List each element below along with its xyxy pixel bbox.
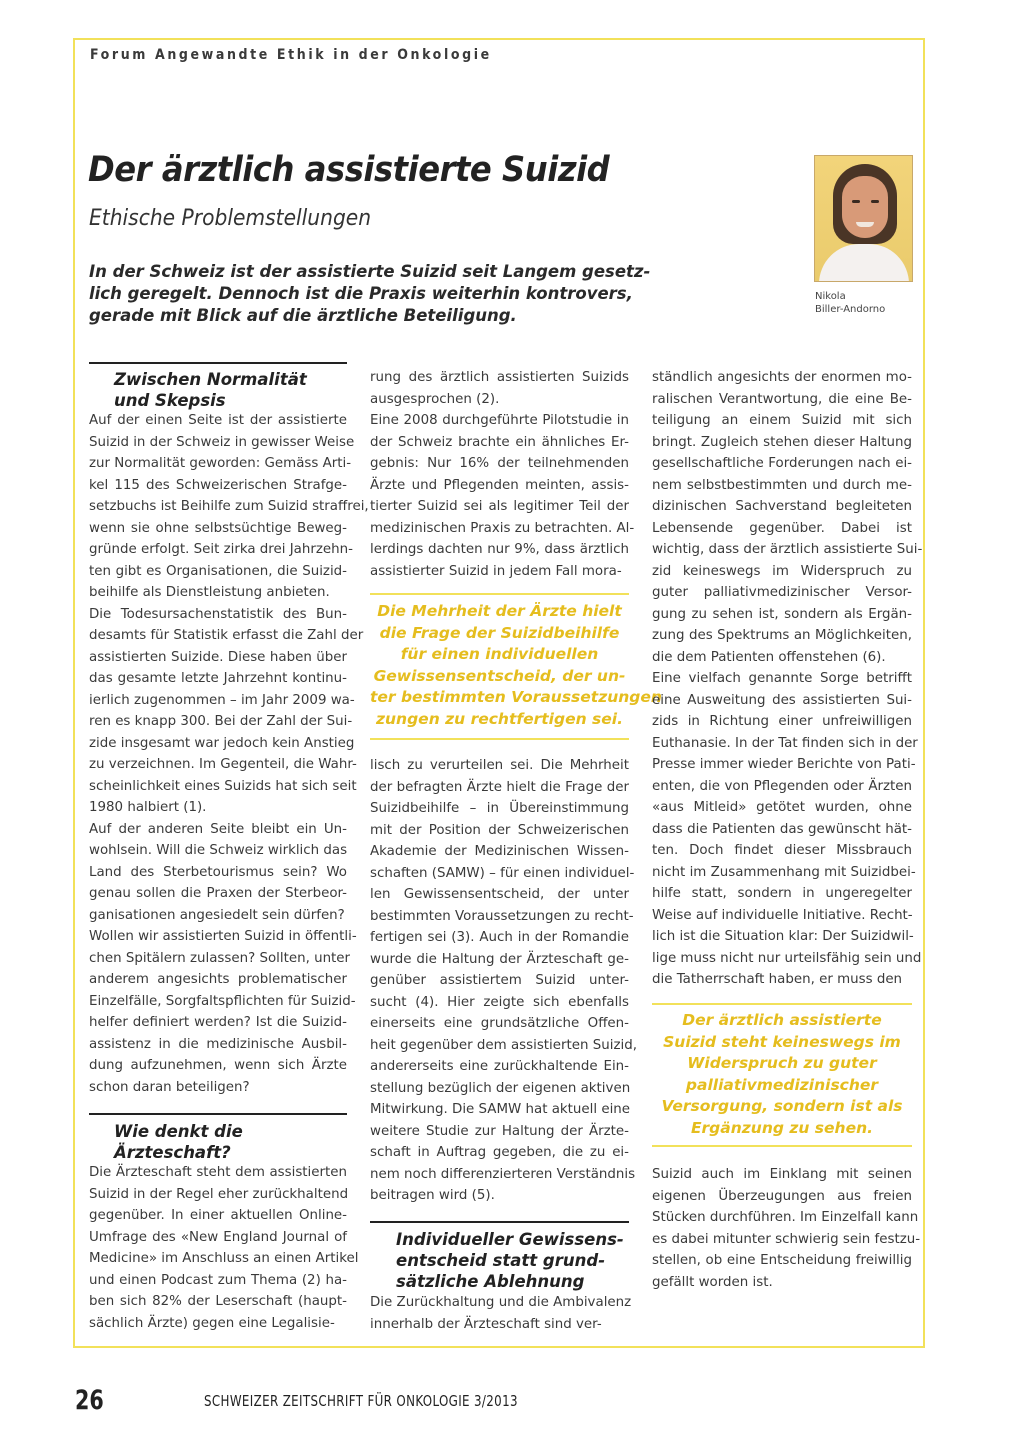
quote-rule-bottom [370,738,629,740]
text-line: eigenen Überzeugungen aus freien [652,1188,912,1204]
text-line: lige muss nicht nur urteilsfähig sein und [652,950,922,966]
text-line: enten, die von Pflegenden oder Ärzten [652,778,912,794]
text-line: Umfrage des «New England Journal of [89,1229,347,1245]
text-line: andererseits eine zurückhaltende Ein- [370,1059,629,1074]
text-line: Auf der einen Seite ist der assistierte [89,413,347,428]
text-line: ganisationen angesiedelt sein dürfen? [89,907,345,923]
text-line: Die Zurückhaltung und die Ambivalenz [370,1295,632,1310]
page-number: 26 [75,1385,104,1416]
pull-quote-1 [370,601,662,730]
text-line: anderem angesichts problematischer [89,972,347,987]
text-line: Eine 2008 durchgeführte Pilotstudie in [370,413,629,428]
section-rule [89,362,347,364]
text-line: Euthanasie. In der Tat finden sich in der [652,735,918,751]
text-line: ausgesprochen (2). [370,391,500,407]
text-line: scheinlichkeit eines Suizids hat sich seit [89,778,357,794]
text-line: mit der Position der Schweizerischen [370,822,629,838]
text-line: die dem Patienten offenstehen (6). [652,649,886,665]
text-line: weitere Studie zur Haltung der Ärzte- [370,1123,629,1139]
text-line: kel 115 des Schweizerischen Strafge- [89,477,347,493]
text-line: Die Todesursachenstatistik des Bun- [89,606,347,622]
text-line: zung des Spektrums an Möglichkeiten, [652,628,912,643]
text-line: Auf der anderen Seite bleibt ein Un- [89,821,347,837]
text-line: helfer definiert werden? Ist die Suizid- [89,1015,347,1030]
text-line: gesellschaftliche Forderungen nach ei- [652,456,912,471]
text-line: und einen Podcast zum Thema (2) ha- [89,1272,347,1288]
text-line: Stücken durchführen. Im Einzelfall kann [652,1210,919,1225]
text-line: Wollen wir assistierten Suizid in öffentli- [89,929,357,944]
text-line: Widerspruch zu guter [687,1054,877,1072]
text-line: genüber assistiertem Suizid unter- [370,973,629,988]
article-lead [89,261,649,327]
text-line: Suizid steht keineswegs im [663,1032,901,1051]
text-line: ter bestimmten Voraussetzungen [370,688,662,706]
text-line: gung zu sehen ist, sondern als Ergän- [652,606,912,622]
quote-rule-top [370,593,629,595]
text-line: ralischen Verantwortung, die eine Be- [652,391,912,407]
forum-header: Forum Angewandte Ethik in der Onkologie [90,47,492,63]
text-line: zide insgesamt war jedoch kein Anstieg [89,735,355,751]
text-line: dass die Patienten das gewünscht hät- [652,821,912,837]
column-3-paragraph-1 [652,367,923,991]
author-first-name: Nikola [815,291,846,302]
text-line: wenn sie ohne selbstsüchtige Beweg- [89,520,347,536]
text-line: palliativmedizinischer [685,1075,879,1094]
text-line: zid keineswegs im Widerspruch zu [652,563,912,579]
text-line: hilfe statt, sondern in ungeregelter [652,886,912,901]
text-line: beihilfe als Dienstleistung anbieten. [89,585,330,600]
column-3-paragraph-2 [652,1164,921,1293]
text-line: sucht (4). Hier zeigte sich ebenfalls [370,994,629,1010]
text-line: medizinischen Praxis zu betrachten. Al- [370,520,635,536]
text-line: sächlich Ärzte) gegen eine Legalisie- [89,1315,335,1331]
text-line: «aus Mitleid» getötet wurden, ohne [652,800,912,815]
author-photo [814,155,913,282]
column-1-paragraph-1 [89,410,369,1098]
lead-line: lich geregelt. Dennoch ist die Praxis weiterhin kontrovers, [89,284,633,303]
author-caption [815,290,885,316]
text-line: für einen individuellen [400,645,599,663]
text-line: tierter Suizid sei als legitimer Teil der [370,499,629,514]
lead-line: gerade mit Blick auf die ärztliche Beteiligung. [89,306,517,325]
text-line: Weise auf individuelle Initiative. Recht- [652,907,913,923]
text-line: Suizid in der Schweiz in gewisser Weise [89,434,355,450]
text-line: Die Ärzteschaft steht dem assistierten [89,1165,347,1180]
section-heading-1: Zwischen Normalität und Skepsis [114,370,307,410]
text-line: gründe erfolgt. Seit zirka drei Jahrzehn- [89,542,353,557]
text-line: chen Spitälern zulassen? Sollten, unter [89,950,351,966]
text-line: Versorgung, sondern ist als [661,1097,903,1115]
author-last-name: Biller-Andorno [815,304,886,315]
text-line: Suizid in der Regel eher zurückhaltend [89,1186,349,1202]
journal-name: SCHWEIZER ZEITSCHRIFT FÜR ONKOLOGIE 3/2013 [204,1392,518,1410]
text-line: wohlsein. Will die Schweiz wirklich das [89,843,348,858]
text-line: ständlich angesichts der enormen mo- [652,370,912,385]
text-line: das gesamte letzte Jahrzehnt kontinu- [89,671,347,686]
text-line: bestimmten Voraussetzungen zu recht- [370,908,634,924]
text-line: Presse immer wieder Berichte von Pati- [652,757,916,772]
text-line: zids in Richtung einer unfreiwilligen [652,714,912,729]
text-line: der befragten Ärzte hielt die Frage der [370,779,629,795]
text-line: Medicine» im Anschluss an einen Artikel [89,1251,359,1266]
text-line: Die Mehrheit der Ärzte hielt [377,602,622,620]
text-line: wichtig, dass der ärztlich assistierte Sui- [652,542,923,557]
text-line: Lebensende gegenüber. Dabei ist [652,520,912,536]
article-subtitle: Ethische Problemstellungen [89,206,372,231]
text-line: assistierten Suizide. Diese haben über [89,649,347,665]
text-line: der Schweiz brachte ein ähnliches Er- [370,434,629,450]
text-line: setzbuchs ist Beihilfe zum Suizid straffrei, [89,499,369,514]
text-line: ten gibt es Organisationen, die Suizid- [89,563,347,579]
text-line: lisch zu verurteilen sei. Die Mehrheit [370,758,629,773]
text-line: teiligung an einem Suizid mit sich [652,413,912,428]
text-line: assistenz in die medizinische Ausbil- [89,1036,347,1052]
text-line: dizinischen Sachverstand begleiteten [652,499,912,514]
text-line: einerseits eine grundsätzliche Offen- [370,1016,629,1031]
text-line: gegenüber. In einer aktuellen Online- [89,1208,347,1223]
text-line: zur Normalität geworden: Gemäss Arti- [89,456,352,471]
text-line: nem selbstbestimmten und durch me- [652,477,912,493]
text-line: stellung bezüglich der eigenen aktiven [370,1080,631,1096]
text-line: stellen, ob eine Entscheidung freiwillig [652,1253,912,1268]
text-line: nem noch differenzierteren Verständnis [370,1166,636,1182]
text-line: ierlich zugenommen – im Jahr 2009 wa- [89,692,355,708]
text-line: nicht im Zusammenhang mit Suizidbei- [652,864,916,880]
section-heading-3: Individueller Gewissens- entscheid statt grund- sätzliche Ablehnung [396,1230,624,1291]
text-line: schaft in Auftrag gegeben, die zu ei- [370,1145,629,1160]
text-line: gefällt worden ist. [652,1274,773,1290]
pull-quote-2 [652,1010,912,1139]
text-line: bringt. Zugleich stehen dieser Haltung [652,434,912,450]
text-line: zu verzeichnen. Im Gegenteil, die Wahr- [89,757,357,772]
text-line: Einzelfälle, Sorgfaltspflichten für Suizid- [89,993,356,1009]
text-line: Land des Sterbetourismus sein? Wo [89,864,347,880]
text-line: wurde die Haltung der Ärzteschaft ge- [370,951,629,967]
text-line: lerdings dachten nur 9%, dass ärztlich [370,542,629,557]
text-line: beitragen wird (5). [370,1188,495,1203]
text-line: fertigen sei (3). Auch in der Romandie [370,930,629,945]
lead-line: In der Schweiz ist der assistierte Suizid seit Langem gesetz- [89,262,651,281]
text-line: schaften (SAMW) – für einen individuel- [370,865,635,881]
quote-rule-bottom [652,1145,912,1147]
text-line: Ergänzung zu sehen. [690,1118,874,1137]
column-1-paragraph-2 [89,1162,359,1334]
section-rule [89,1113,347,1115]
text-line: schon daran beteiligen? [89,1079,250,1095]
text-line: len Gewissensentscheid, der unter [370,887,629,902]
text-line: rung des ärztlich assistierten Suizids [370,370,629,385]
article-title: Der ärztlich assistierte Suizid [88,150,610,190]
column-2-paragraph-3 [370,1292,632,1335]
text-line: Akademie der Medizinischen Wissen- [370,844,629,859]
text-line: Suizid auch im Einklang mit seinen [652,1167,912,1182]
text-line: zungen zu rechtfertigen sei. [376,709,623,728]
text-line: ben sich 82% der Leserschaft (haupt- [89,1294,347,1309]
text-line: guter palliativmedizinischer Versor- [652,585,912,600]
text-line: innerhalb der Ärzteschaft sind ver- [370,1316,602,1332]
text-line: heit gegenüber dem assistierten Suizid, [370,1037,637,1053]
quote-rule-top [652,1003,912,1005]
column-2-paragraph-2 [370,755,637,1207]
text-line: Mitwirkung. Die SAMW hat aktuell eine [370,1102,631,1117]
text-line: dung aufzunehmen, wenn sich Ärzte [89,1058,347,1073]
section-rule [370,1221,629,1223]
text-line: gebnis: Nur 16% der teilnehmenden [370,456,629,471]
text-line: ten. Doch findet dieser Missbrauch [652,843,912,858]
text-line: die Tatherrschaft haben, er muss den [652,972,903,987]
text-line: assistierter Suizid in jedem Fall mora- [370,563,622,579]
text-line: Gewissensentscheid, der un- [373,666,626,685]
text-line: die Frage der Suizidbeihilfe [379,623,620,642]
text-line: es dabei mitunter schwierig sein festzu- [652,1231,921,1247]
text-line: genau sollen die Praxen der Sterbeor- [89,886,347,901]
column-2-paragraph-1 [370,367,635,582]
text-line: Eine vielfach genannte Sorge betrifft [652,671,912,686]
text-line: Der ärztlich assistierte [682,1011,882,1029]
text-line: lich ist die Situation klar: Der Suizidwil- [652,929,914,944]
text-line: 1980 halbiert (1). [89,800,207,815]
text-line: ren es knapp 300. Bei der Zahl der Sui- [89,714,353,729]
section-heading-2: Wie denkt die Ärzteschaft? [114,1122,243,1162]
text-line: desamts für Statistik erfasst die Zahl der [89,628,364,643]
text-line: eine Ausweitung des assistierten Sui- [652,692,912,708]
text-line: Ärzte und Pflegenden meinten, assis- [370,477,629,493]
text-line: Suizidbeihilfe – in Übereinstimmung [370,801,629,816]
